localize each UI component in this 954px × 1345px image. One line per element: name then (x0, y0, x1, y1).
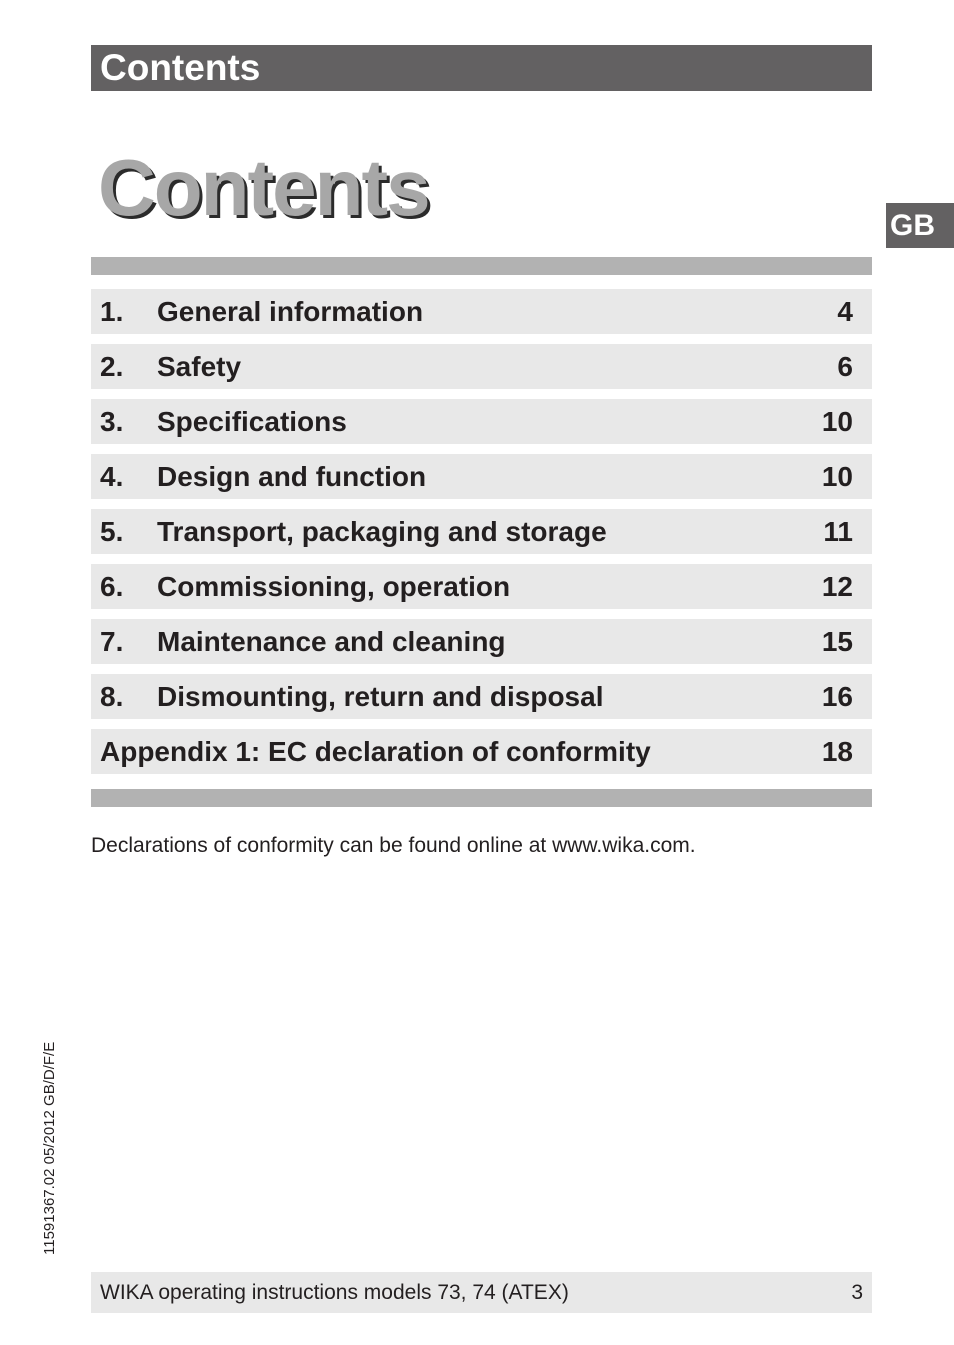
toc-title: Safety (157, 351, 242, 382)
footer-text: WIKA operating instructions models 73, 74 (ATEX) (100, 1281, 569, 1304)
toc-page-number: 11 (823, 516, 853, 547)
toc-entry-design-and-function[interactable] (91, 454, 872, 499)
toc-number: 4. (100, 461, 124, 492)
toc-entry-dismounting[interactable] (91, 674, 872, 719)
document-code: 11591367.02 05/2012 GB/D/F/E (41, 1041, 58, 1255)
toc-entry-general-information[interactable] (91, 289, 872, 334)
toc-number: 6. (100, 571, 124, 602)
toc-title: Dismounting, return and disposal (157, 681, 604, 712)
toc-title: Transport, packaging and storage (157, 516, 607, 547)
toc-title: General information (157, 296, 424, 327)
toc-page-number: 16 (821, 681, 853, 712)
bottom-divider (91, 789, 872, 807)
toc-page-number: 18 (821, 736, 853, 767)
toc-number: 7. (100, 626, 124, 657)
toc-entry-safety[interactable] (91, 344, 872, 389)
toc-title: Appendix 1: EC declaration of conformity (100, 736, 651, 767)
toc-entry-commissioning[interactable] (91, 564, 872, 609)
toc-entry-maintenance[interactable] (91, 619, 872, 664)
toc-page-number: 10 (821, 461, 853, 492)
toc-title: Specifications (157, 406, 347, 437)
section-header-title: Contents (100, 47, 261, 88)
toc-number: 3. (100, 406, 124, 437)
toc-page-number: 10 (821, 406, 853, 437)
toc-entry-transport[interactable] (91, 509, 872, 554)
toc-number: 2. (100, 351, 124, 382)
footer-page-number: 3 (851, 1281, 863, 1304)
conformity-note: Declarations of conformity can be found online at www.wika.com. (91, 834, 696, 857)
toc-entry-appendix[interactable] (91, 729, 872, 774)
toc-page-number: 15 (821, 626, 853, 657)
top-divider (91, 257, 872, 275)
page-title: Contents (98, 143, 429, 232)
language-tab: GB (886, 203, 954, 248)
toc-number: 8. (100, 681, 124, 712)
toc-title: Design and function (157, 461, 427, 492)
toc-page-number: 12 (821, 571, 853, 602)
toc-page-number: 6 (837, 351, 853, 382)
toc-page-number: 4 (837, 296, 853, 327)
page-footer (91, 1272, 872, 1313)
toc-title: Commissioning, operation (157, 571, 511, 602)
toc-title: Maintenance and cleaning (157, 626, 506, 657)
toc-number: 1. (100, 296, 124, 327)
section-header-bar (91, 45, 872, 91)
table-of-contents (91, 289, 872, 784)
toc-number: 5. (100, 516, 124, 547)
toc-entry-specifications[interactable] (91, 399, 872, 444)
